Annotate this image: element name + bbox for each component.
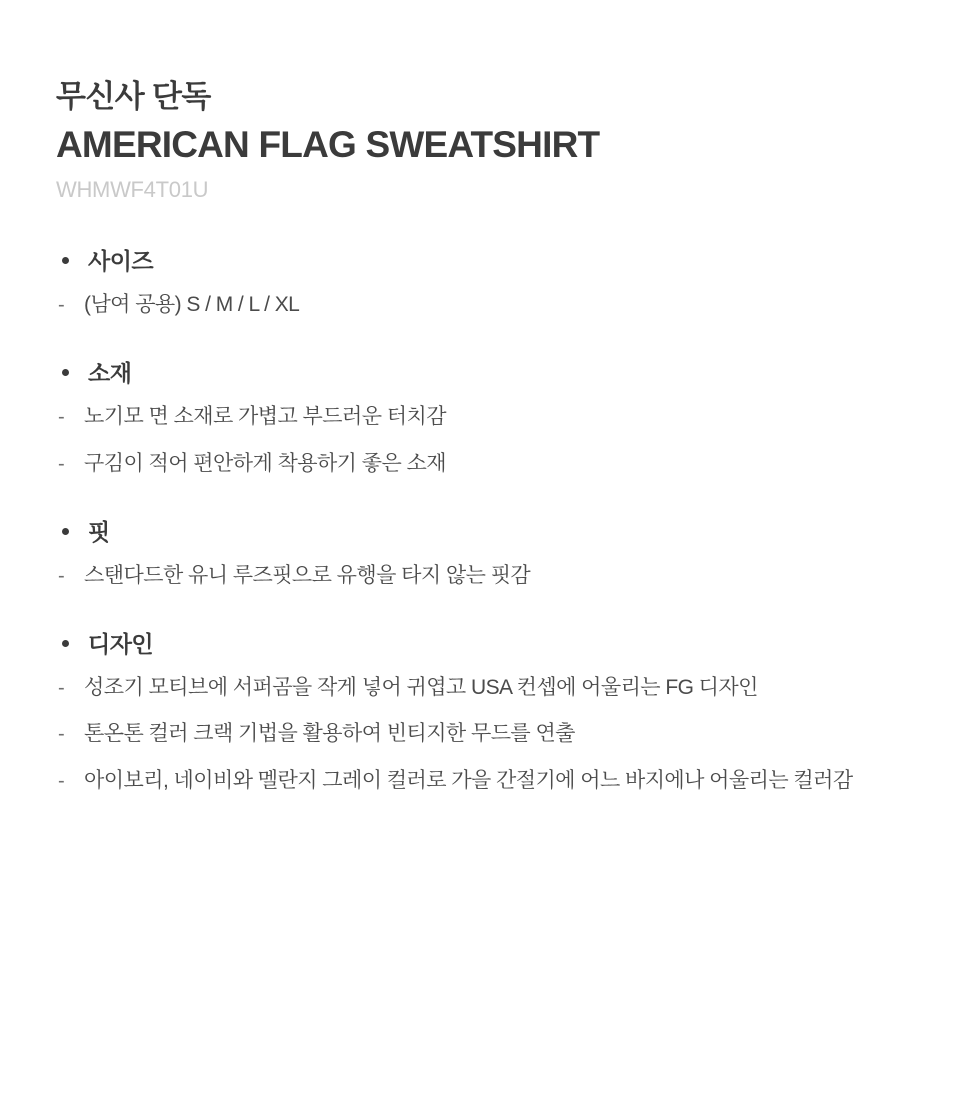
brand-exclusive-label: 무신사 단독 (56, 79, 211, 114)
section-size (56, 247, 904, 319)
section-heading-label: 핏 (88, 518, 110, 545)
section-heading-label: 소재 (88, 360, 132, 387)
list-item (56, 291, 904, 319)
list-item-label: 톤온톤 컬러 크랙 기법을 활용하여 빈티지한 무드를 연출 (84, 722, 575, 746)
bullet-dot-icon (62, 528, 69, 535)
section-material (56, 359, 904, 478)
section-heading (56, 518, 904, 548)
list-item-label: 노기모 면 소재로 가볍고 부드러운 터치감 (84, 405, 446, 429)
dash-marker-icon: - (58, 677, 65, 700)
page-title: AMERICAN FLAG SWEATSHIRT (56, 123, 600, 165)
section-heading (56, 359, 904, 389)
list-item-label: 아이보리, 네이비와 멜란지 그레이 컬러로 가을 간절기에 어느 바지에나 어울리는 컬러감 (84, 768, 853, 792)
dash-marker-icon: - (58, 406, 65, 429)
bullet-dot-icon (62, 640, 69, 647)
list-item-label: (남여 공용) S / M / L / XL (84, 293, 300, 317)
section-heading (56, 630, 904, 660)
dash-marker-icon: - (58, 723, 65, 746)
bullet-dot-icon (62, 257, 69, 264)
dash-marker-icon: - (58, 564, 65, 587)
list-item-label: 스탠다드한 유니 루즈핏으로 유행을 타지 않는 핏감 (84, 563, 531, 587)
dash-marker-icon: - (58, 452, 65, 475)
section-heading-label: 사이즈 (88, 248, 154, 275)
section-heading-label: 디자인 (88, 631, 154, 658)
section-design (56, 630, 904, 795)
list-item (56, 720, 904, 748)
dash-marker-icon: - (58, 769, 65, 792)
bullet-dot-icon (62, 369, 69, 376)
product-header (56, 78, 904, 203)
description-sections (56, 247, 904, 795)
list-item-label: 구김이 적어 편안하게 착용하기 좋은 소재 (84, 451, 446, 475)
list-item (56, 562, 904, 590)
list-item (56, 403, 904, 431)
list-item (56, 450, 904, 478)
list-item (56, 767, 904, 795)
list-item-label: 성조기 모티브에 서퍼곰을 작게 넣어 귀엽고 USA 컨셉에 어울리는 FG 디자인 (84, 676, 758, 700)
section-heading (56, 247, 904, 277)
product-code: WHMWF4T01U (56, 177, 209, 203)
section-fit (56, 518, 904, 590)
list-item (56, 674, 904, 702)
dash-marker-icon: - (58, 294, 65, 317)
